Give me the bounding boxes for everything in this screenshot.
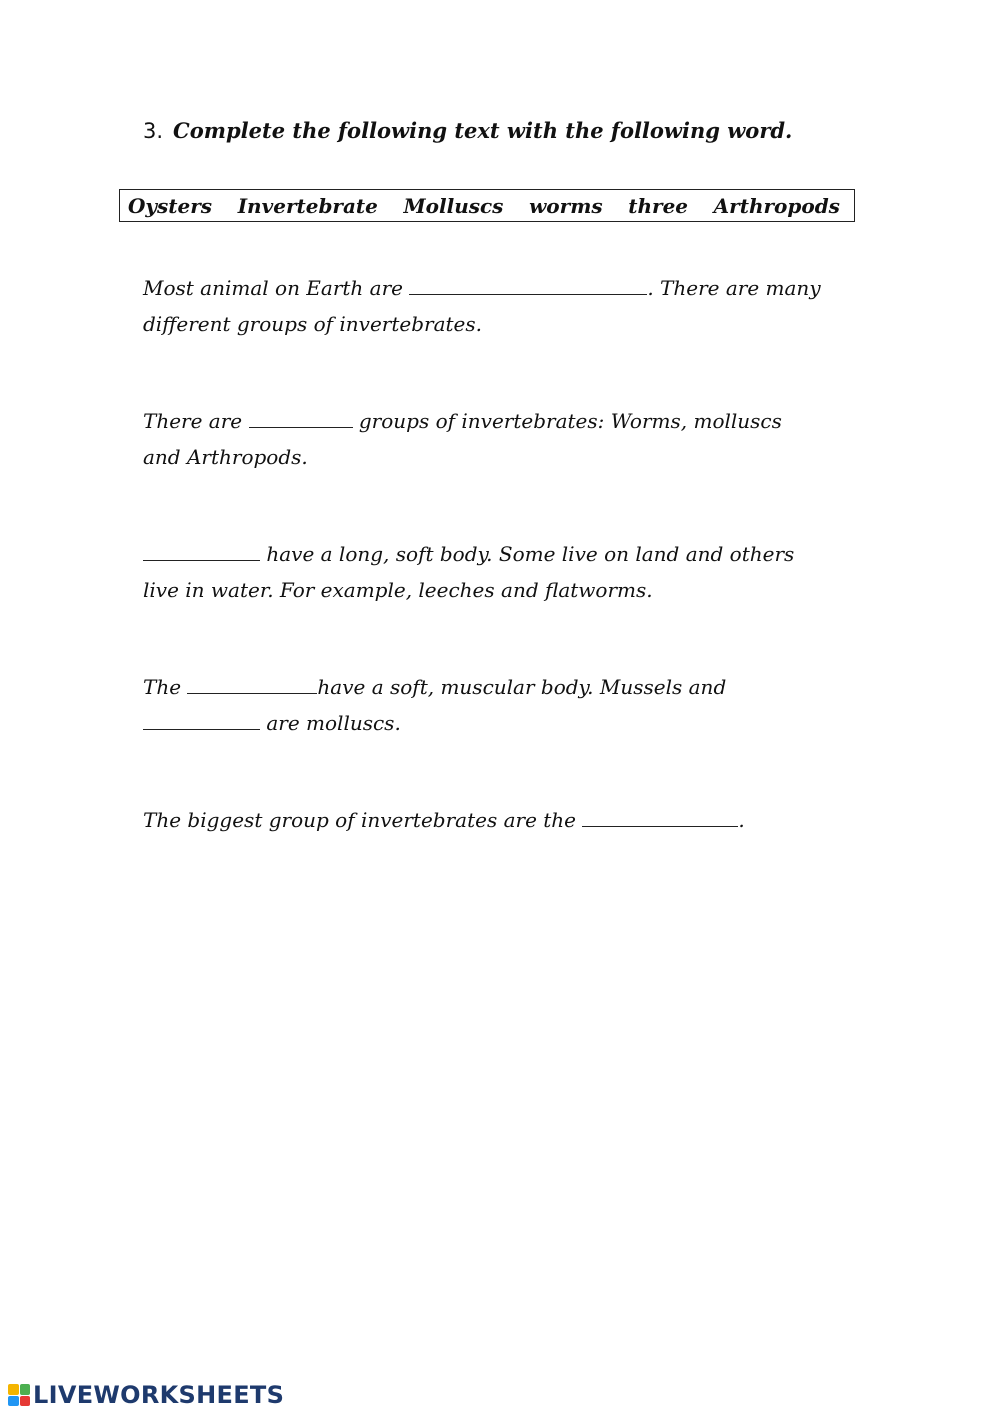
- answer-blank-6[interactable]: [582, 812, 738, 827]
- logo-text: LIVEWORKSHEETS: [33, 1381, 285, 1409]
- logo-square: [8, 1396, 19, 1407]
- answer-blank-4[interactable]: [187, 679, 317, 694]
- exercise-instruction: Complete the following text with the following word.: [173, 118, 793, 143]
- paragraph-text: The biggest group of invertebrates are the: [143, 808, 583, 832]
- paragraph-text: Most animal on Earth are: [143, 276, 410, 300]
- paragraph-3: [143, 536, 794, 608]
- paragraph-text: have a long, soft body. Some live on land and others: [260, 542, 795, 566]
- paragraph-text: . There are many: [647, 276, 821, 300]
- paragraph-text: have a soft, muscular body. Mussels and: [317, 675, 727, 699]
- paragraph-1: [143, 270, 821, 342]
- answer-blank-5[interactable]: [143, 715, 260, 730]
- logo-square: [8, 1384, 19, 1395]
- paragraph-2: [143, 403, 782, 475]
- word-bank: [119, 189, 855, 222]
- logo-square: [20, 1384, 31, 1395]
- word-bank-item[interactable]: Arthropods: [713, 193, 840, 218]
- answer-blank-2[interactable]: [249, 413, 353, 428]
- paragraph-4: [143, 669, 726, 741]
- paragraph-text: are molluscs.: [260, 711, 401, 735]
- paragraph-text: and Arthropods.: [143, 445, 308, 469]
- word-bank-item[interactable]: Molluscs: [403, 193, 504, 218]
- paragraph-text: different groups of invertebrates.: [143, 312, 483, 336]
- paragraph-5: [143, 802, 745, 838]
- word-bank-item[interactable]: Oysters: [128, 193, 213, 218]
- answer-blank-3[interactable]: [143, 546, 260, 561]
- word-bank-item[interactable]: Invertebrate: [237, 193, 378, 218]
- paragraph-text: groups of invertebrates: Worms, molluscs: [352, 409, 782, 433]
- logo-icon: [8, 1384, 30, 1406]
- word-bank-item[interactable]: three: [628, 193, 689, 218]
- paragraph-text: .: [738, 808, 745, 832]
- exercise-heading: [143, 118, 792, 143]
- paragraph-text: There are: [143, 409, 249, 433]
- liveworksheets-logo[interactable]: [8, 1381, 284, 1409]
- paragraph-text: The: [143, 675, 188, 699]
- paragraph-text: live in water. For example, leeches and flatworms.: [143, 578, 653, 602]
- word-bank-item[interactable]: worms: [529, 193, 603, 218]
- exercise-number: 3.: [143, 119, 164, 143]
- answer-blank-1[interactable]: [409, 280, 647, 295]
- logo-square: [20, 1396, 31, 1407]
